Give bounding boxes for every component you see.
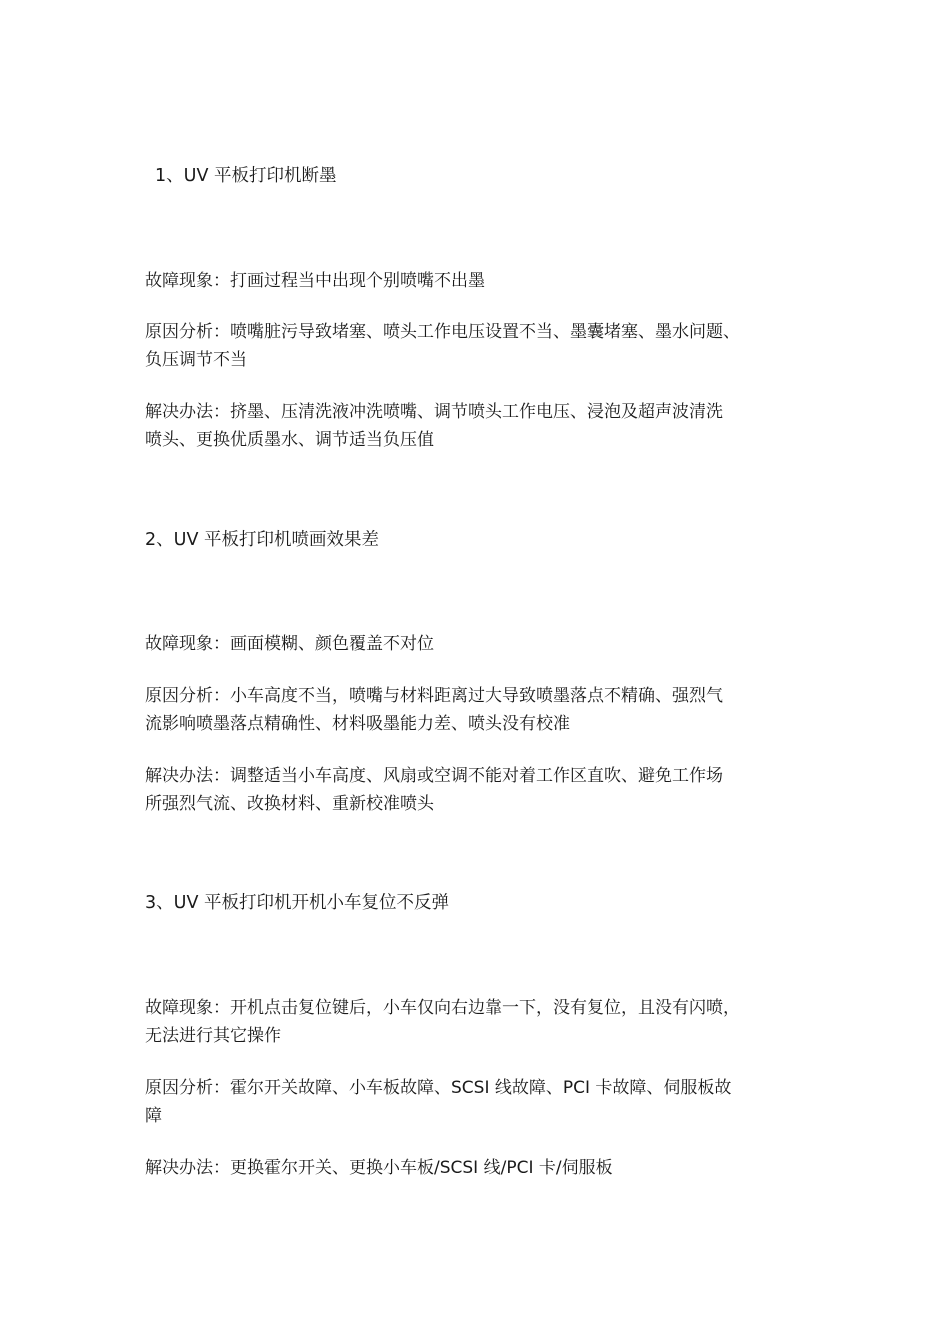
section-3-cause-line-2: 障 bbox=[145, 1106, 162, 1126]
section-1-solution-line-2: 喷头、更换优质墨水、调节适当负压值 bbox=[145, 430, 434, 450]
section-2-symptom: 故障现象：画面模糊、颜色覆盖不对位 bbox=[145, 634, 434, 654]
section-2-cause-line-2: 流影响喷墨落点精确性、材料吸墨能力差、喷头没有校准 bbox=[145, 714, 570, 734]
section-2-cause-line-1: 原因分析：小车高度不当，喷嘴与材料距离过大导致喷墨落点不精确、强烈气 bbox=[145, 686, 723, 706]
section-3-symptom-line-1: 故障现象：开机点击复位键后，小车仅向右边靠一下，没有复位，且没有闪喷， bbox=[145, 998, 740, 1018]
section-1-title: 1、UV 平板打印机断墨 bbox=[155, 166, 337, 186]
section-3-solution: 解决办法：更换霍尔开关、更换小车板/SCSI 线/PCI 卡/伺服板 bbox=[145, 1158, 613, 1178]
section-1-cause-line-1: 原因分析：喷嘴脏污导致堵塞、喷头工作电压设置不当、墨囊堵塞、墨水问题、 bbox=[145, 322, 740, 342]
section-3-symptom-line-2: 无法进行其它操作 bbox=[145, 1026, 281, 1046]
section-1-symptom: 故障现象：打画过程当中出现个别喷嘴不出墨 bbox=[145, 271, 485, 291]
section-1-solution-line-1: 解决办法：挤墨、压清洗液冲洗喷嘴、调节喷头工作电压、浸泡及超声波清洗 bbox=[145, 402, 723, 422]
section-2-solution-line-1: 解决办法：调整适当小车高度、风扇或空调不能对着工作区直吹、避免工作场 bbox=[145, 766, 723, 786]
section-3-cause-line-1: 原因分析：霍尔开关故障、小车板故障、SCSI 线故障、PCI 卡故障、伺服板故 bbox=[145, 1078, 732, 1098]
section-2-title: 2、UV 平板打印机喷画效果差 bbox=[145, 530, 379, 550]
section-3-title: 3、UV 平板打印机开机小车复位不反弹 bbox=[145, 893, 449, 913]
section-1-cause-line-2: 负压调节不当 bbox=[145, 350, 247, 370]
section-2-solution-line-2: 所强烈气流、改换材料、重新校准喷头 bbox=[145, 794, 434, 814]
